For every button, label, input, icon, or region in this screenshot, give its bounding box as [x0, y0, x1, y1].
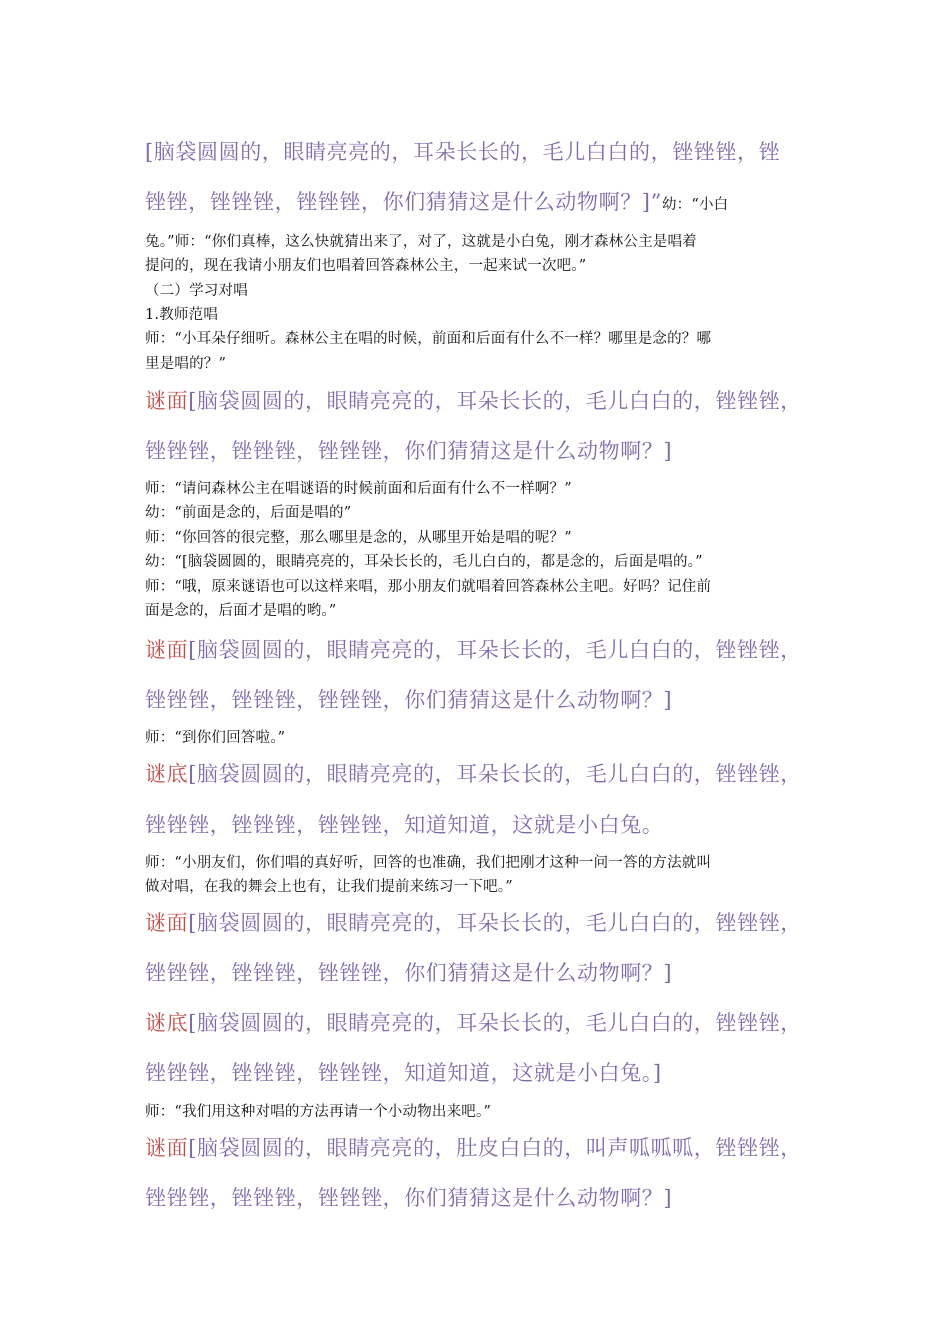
- teacher-explain-line-2: 做对唱，在我的舞会上也有，让我们提前来练习一下吧。”: [145, 879, 513, 895]
- dialog-line-5: 师：“哦，原来谜语也可以这样来唱，那小朋友们就唱着回答森林公主吧。好吗？记住前: [145, 579, 712, 595]
- answer-tag: 谜底: [145, 1011, 189, 1035]
- teacher-turn: 师：“到你们回答啦。”: [145, 730, 286, 746]
- teacher-praise-line-1: 兔。”师：“你们真棒，这么快就猜出来了，对了，这就是小白兔，刚才森林公主是唱着: [145, 234, 697, 250]
- answer-1-line-1: [145, 758, 802, 788]
- sub-heading: 1.教师范唱: [145, 307, 219, 323]
- answer-1-line-2: 锉锉锉，锉锉锉，锉锉锉，知道知道，这就是小白兔。: [145, 813, 664, 837]
- dialog-line-4: 幼：“[脑袋圆圆的，眼睛亮亮的，耳朵长长的，毛儿白白的，都是念的，后面是唱的。”: [145, 554, 703, 570]
- teacher-praise-line-2: 提问的，现在我请小朋友们也唱着回答森林公主，一起来试一次吧。”: [145, 258, 587, 274]
- answer-tag: 谜底: [145, 762, 189, 786]
- riddle-1-line-1: [145, 385, 802, 415]
- dialog-line-3: 师：“你回答的很完整，那么哪里是念的，从哪里开始是唱的呢？”: [145, 530, 572, 546]
- answer-2-line-2: 锉锉锉，锉锉锉，锉锉锉，知道知道，这就是小白兔。]: [145, 1061, 662, 1085]
- riddle-text: [脑袋圆圆的，眼睛亮亮的，耳朵长长的，毛儿白白的，锉锉锉，: [188, 389, 802, 413]
- riddle-tag: 谜面: [145, 1136, 189, 1160]
- teacher-next: 师：“我们用这种对唱的方法再请一个小动物出来吧。”: [145, 1104, 492, 1120]
- intro-riddle-line-1: [脑袋圆圆的，眼睛亮亮的，耳朵长长的，毛儿白白的，锉锉锉，锉: [145, 140, 781, 164]
- riddle-2-line-1: [145, 634, 802, 664]
- dialog-line-6: 面是念的，后面才是唱的哟。”: [145, 603, 337, 619]
- teacher-explain-line-1: 师：“小朋友们，你们唱的真好听，回答的也准确，我们把刚才这种一问一答的方法就叫: [145, 855, 712, 871]
- teacher-question-line-1: 师：“小耳朵仔细听。森林公主在唱的时候，前面和后面有什么不一样？哪里是念的？哪: [145, 331, 712, 347]
- riddle-3-line-1: [145, 907, 802, 937]
- answer-2-line-1: [145, 1007, 802, 1037]
- riddle-tag: 谜面: [145, 638, 189, 662]
- intro-riddle-line-2-text: 锉锉，锉锉锉，锉锉锉，你们猜猜这是什么动物啊？]”: [145, 190, 662, 214]
- riddle-tag: 谜面: [145, 389, 189, 413]
- riddle-3-line-2: 锉锉锉，锉锉锉，锉锉锉，你们猜猜这是什么动物啊？]: [145, 961, 673, 985]
- riddle-2-line-2: 锉锉锉，锉锉锉，锉锉锉，你们猜猜这是什么动物啊？]: [145, 688, 673, 712]
- dialog-line-1: 师：“请问森林公主在唱谜语的时候前面和后面有什么不一样啊？”: [145, 481, 572, 497]
- riddle-tag: 谜面: [145, 911, 189, 935]
- section-heading: （二）学习对唱: [145, 283, 248, 299]
- riddle-4-line-1: [145, 1132, 802, 1162]
- riddle-text: [脑袋圆圆的，眼睛亮亮的，耳朵长长的，毛儿白白的，锉锉锉，: [188, 638, 802, 662]
- answer-text: [脑袋圆圆的，眼睛亮亮的，耳朵长长的，毛儿白白的，锉锉锉，: [188, 1011, 802, 1035]
- dialog-line-2: 幼：“前面是念的，后面是唱的”: [145, 505, 352, 521]
- riddle-text: [脑袋圆圆的，眼睛亮亮的，肚皮白白的，叫声呱呱呱，锉锉锉，: [188, 1136, 802, 1160]
- riddle-1-line-2: 锉锉锉，锉锉锉，锉锉锉，你们猜猜这是什么动物啊？]: [145, 439, 673, 463]
- teacher-question-line-2: 里是唱的？”: [145, 356, 227, 372]
- answer-text: [脑袋圆圆的，眼睛亮亮的，耳朵长长的，毛儿白白的，锉锉锉，: [188, 762, 802, 786]
- child-reply-start: 幼：“小白: [661, 197, 729, 213]
- intro-riddle-line-2: [145, 186, 728, 216]
- riddle-4-line-2: 锉锉锉，锉锉锉，锉锉锉，你们猜猜这是什么动物啊？]: [145, 1186, 673, 1210]
- riddle-text: [脑袋圆圆的，眼睛亮亮的，耳朵长长的，毛儿白白的，锉锉锉，: [188, 911, 802, 935]
